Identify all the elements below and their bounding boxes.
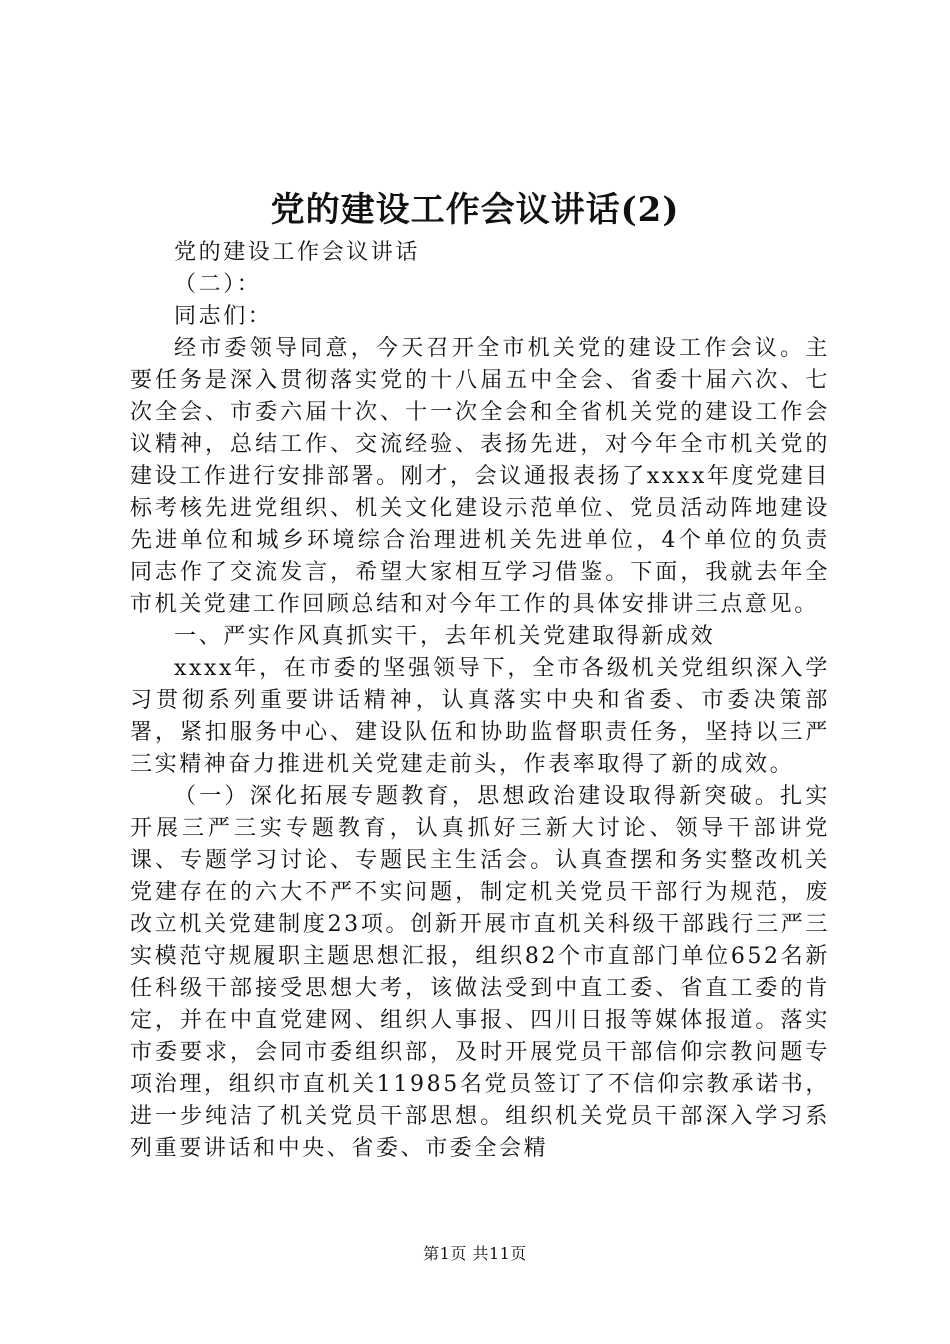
document-title: 党的建设工作会议讲话(2) <box>270 190 680 230</box>
paragraph-intro: 经市委领导同意，今天召开全市机关党的建设工作会议。主要任务是深入贯彻落实党的十八届五中全会、省委十届六次、七次全会、市委六届十次、十一次全会和全省机关党的建设工作会议精神，总结工作、交流经验、表扬先进，对今年全市机关党的建设工作进行安排部署。刚才，会议通报表扬了xxxx年度党建目标考核先进党组织、机关文化建设示范单位、党员活动阵地建设先进单位和城乡环境综合治理进机关先进单位，4个单位的负责同志作了交流发言，希望大家相互学习借鉴。下面，我就去年全市机关党建工作回顾总结和对今年工作的具体安排讲三点意见。 <box>130 336 830 617</box>
paragraph-review: xxxx年，在市委的坚强领导下，全市各级机关党组织深入学习贯彻系列重要讲话精神，认真落实中央和省委、市委决策部署，紧扣服务中心、建设队伍和协助监督职责任务，坚持以三严三实精神奋力推进机关党建走前头，作表率取得了新的成效。 <box>130 656 830 777</box>
document-body <box>130 237 830 1165</box>
speech-subheading: （二）： <box>174 272 262 297</box>
salutation: 同志们： <box>174 304 273 329</box>
section-heading-1: 一、严实作风真抓实干，去年机关党建取得新成效 <box>174 624 716 649</box>
paragraph-subsection-1: （一）深化拓展专题教育，思想政治建设取得新突破。扎实开展三严三实专题教育，认真抓好三新大讨论、领导干部讲党课、专题学习讨论、专题民主生活会。认真查摆和务实整改机关党建存在的六大不严不实问题，制定机关党员干部行为规范，废改立机关党建制度23项。创新开展市直机关科级干部践行三严三实模范守规履职主题思想汇报，组织82个市直部门单位652名新任科级干部接受思想大考，该做法受到中直工委、省直工委的肯定，并在中直党建网、组织人事报、四川日报等媒体报道。落实市委要求，会同市委组织部，及时开展党员干部信仰宗教问题专项治理，组织市直机关11985名党员签订了不信仰宗教承诺书，进一步纯洁了机关党员干部思想。组织机关党员干部深入学习系列重要讲话和中央、省委、市委全会精 <box>130 784 830 1161</box>
page-number-footer: 第1页 共11页 <box>423 1244 527 1263</box>
speech-heading: 党的建设工作会议讲话 <box>174 240 421 265</box>
